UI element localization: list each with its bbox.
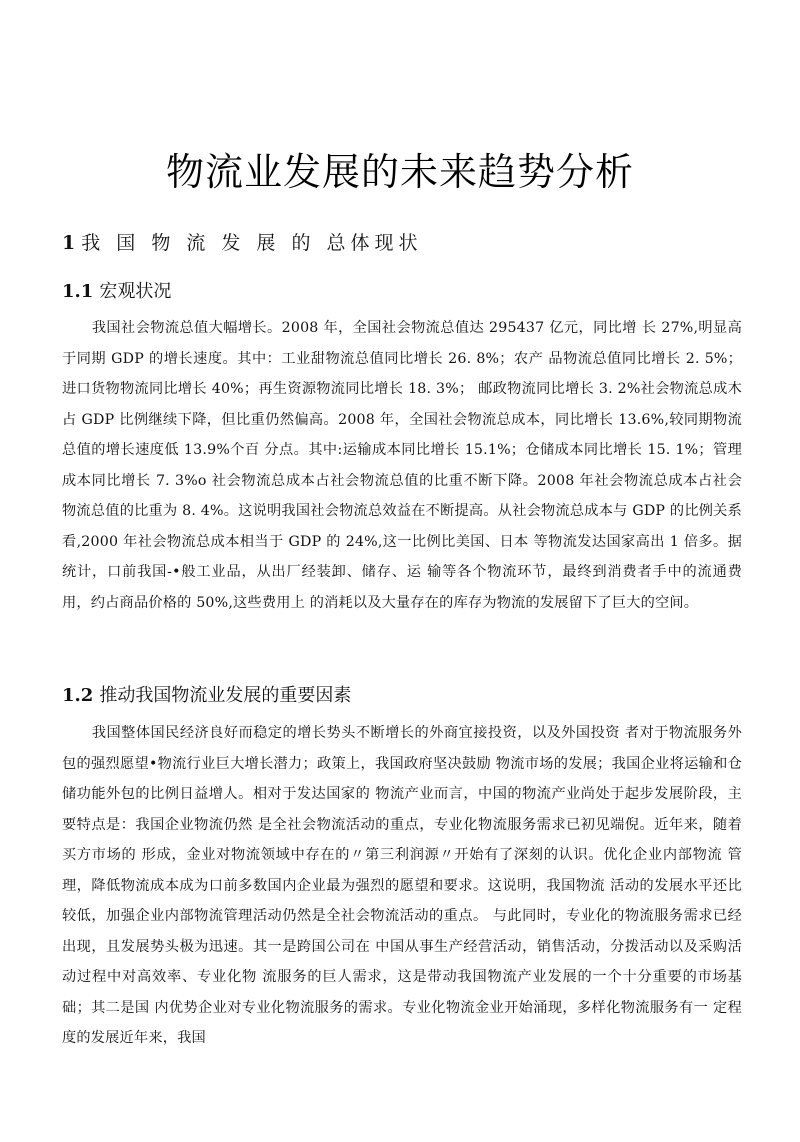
document-title: 物流业发展的未来趋势分析: [165, 150, 634, 194]
section-1-1-paragraph: 我国社会物流总值大幅增长。2008 年，全国社会物流总值达 295437 亿元，同比增 长 27%,明显高于同期 GDP 的增长速度。其中：工业甜物流总值同比增长 26. 8%；农产 品物流总值同比增长 2. 5%；进口货物物流同比增长 40%；再生资源物流同比增长 18. 3%； 邮政物流同比增长 3. 2%社会物流总成木占 GDP 比例继续下降，但比重仍然偏高。2008 年，全国社会物流总成本，同比增长 13.6%,较同期物流总值的增长速度低 13.9%个百 分点。其中:运输成本同比增长 15.1%；仓储成本同比增长 15. 1%；管理成本同比增长 7. 3%o 社会物流总成本占社会物流总值的比重不断下降。2008 年社会物流总成本占社会 物流总值的比重为 8. 4%。这说明我国社会物流总效益在不断提高。从社会物流总成本与 GDP 的比例关系看,2000 年社会物流总成本相当于 GDP 的 24%,这一比例比美国、日本 等物流发达国家高出 1 倍多。据统计，口前我国-•般工业品，从出厂经装卸、储存、运 输等各个物流环节，最终到消费者手中的流通费用，约占商品价格的 50%,这些费用上 的消耗以及大量存在的库存为物流的发展留下了巨大的空间。: [62, 320, 742, 611]
section-1-2-paragraph: 我国整体国民经济良好而稳定的增长势头不断增长的外商宜接投资，以及外国投资 者对于物流服务外包的强烈愿望•物流行业巨大增长潜力；政策上，我国政府坚决鼓励 物流市场的发展；我国企业将运输和仓储功能外包的比例日益增人。相对于发达国家的 物流产业而言，中国的物流产业尚处于起步发展阶段，主要特点是：我国企业物流仍然 是全社会物流活动的重点，专业化物流服务需求已初见端倪。近年来，随着买方市场的 形成，金业对物流领域中存在的〃第三利润源〃开始有了深刻的认识。优化企业内部物流 管理，降低物流成本成为口前多数国内企业最为强烈的愿望和要求。这说明，我国物流 活动的发展水平还比较低，加强企业内部物流管理活动仍然是全社会物流活动的重点。 与此同时，专业化的物流服务需求已经出现，且发展势头极为迅速。其一是跨国公司在 中国从事生产经营活动，销售活动，分拨活动以及采购活动过程中对高效率、专业化物 流服务的巨人需求，这是带动我国物流产业发展的一个十分重要的市场基础；其二是国 内优势企业对专业化物流服务的需求。专业化物流金业开始涌现，多样化物流服务有一 定程度的发展近年来，我国: [62, 725, 742, 1046]
section-1-2-heading: [62, 681, 351, 711]
section-1-number: 1: [62, 232, 76, 254]
section-1-2-number: 1.2: [62, 685, 94, 706]
section-1-heading: [62, 228, 423, 258]
section-1-1-heading: [62, 277, 171, 307]
section-1-1-title: 宏观状况: [99, 281, 172, 302]
section-1-title: 我 国 物 流 发 展 的 总体现状: [81, 232, 423, 254]
section-1-1-number: 1.1: [62, 281, 94, 302]
section-1-2-title: 推动我国物流业发展的重要因素: [99, 685, 352, 706]
